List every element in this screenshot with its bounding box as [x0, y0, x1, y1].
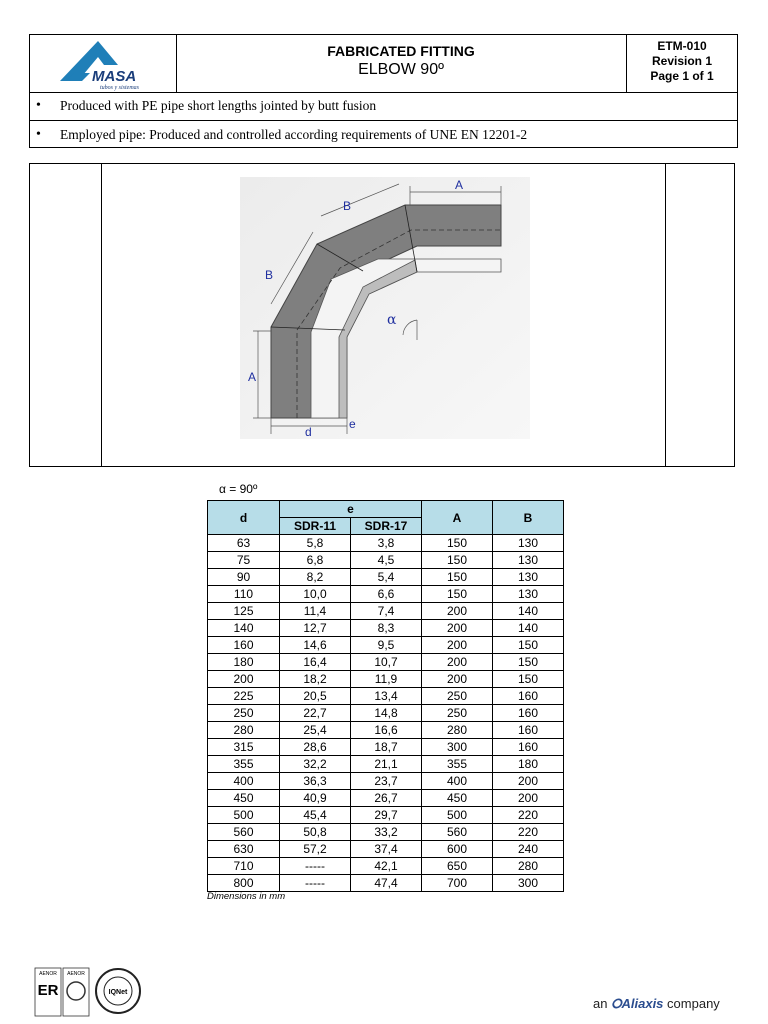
table-cell: 32,2 [280, 756, 351, 773]
table-row [208, 654, 564, 671]
table-cell: 200 [493, 773, 564, 790]
table-row [208, 841, 564, 858]
table-cell: 3,8 [351, 535, 422, 552]
cert-er-mark: ER [37, 982, 59, 999]
table-cell: 140 [493, 603, 564, 620]
table-cell: 150 [422, 552, 493, 569]
company-suffix: company [667, 996, 720, 1011]
table-cell: 250 [208, 705, 280, 722]
table-cell: 11,9 [351, 671, 422, 688]
table-cell: 500 [422, 807, 493, 824]
label-a-top: A [455, 178, 464, 192]
certification-logos [34, 967, 144, 1017]
logo-text: MASA [92, 68, 137, 85]
table-cell: 225 [208, 688, 280, 705]
table-cell: 13,4 [351, 688, 422, 705]
table-cell: 400 [208, 773, 280, 790]
table-cell: 150 [493, 671, 564, 688]
cert-aenor-label: AENOR [67, 971, 85, 977]
table-cell: 200 [422, 671, 493, 688]
logo-subtext: tubos y sistemas [100, 85, 139, 91]
table-cell: 355 [208, 756, 280, 773]
cert-aenor-label: AENOR [39, 971, 57, 977]
table-cell: 21,1 [351, 756, 422, 773]
table-cell: 130 [493, 569, 564, 586]
table-cell: 450 [208, 790, 280, 807]
bullet-item [30, 92, 737, 121]
label-d: d [305, 425, 312, 439]
table-cell: 6,8 [280, 552, 351, 569]
table-cell: 200 [422, 603, 493, 620]
table-cell: 16,4 [280, 654, 351, 671]
table-cell: 130 [493, 535, 564, 552]
table-cell: 110 [208, 586, 280, 603]
table-cell: 6,6 [351, 586, 422, 603]
table-cell: 90 [208, 569, 280, 586]
table-cell: 40,9 [280, 790, 351, 807]
label-a-side: A [248, 370, 257, 384]
table-cell: 200 [422, 654, 493, 671]
table-cell: 160 [493, 739, 564, 756]
table-cell: 150 [493, 654, 564, 671]
table-cell: 315 [208, 739, 280, 756]
table-cell: 560 [422, 824, 493, 841]
table-row [208, 875, 564, 892]
doc-info [626, 35, 738, 92]
table-cell: 710 [208, 858, 280, 875]
table-cell: 16,6 [351, 722, 422, 739]
frame-divider-left [101, 164, 102, 466]
table-cell: 150 [422, 586, 493, 603]
header-b: B [493, 501, 564, 535]
label-b-side: B [265, 268, 274, 282]
table-cell: 8,2 [280, 569, 351, 586]
table-cell: 8,3 [351, 620, 422, 637]
table-cell: 220 [493, 807, 564, 824]
frame-divider-right [665, 164, 666, 466]
table-row [208, 858, 564, 875]
bullet-item [30, 121, 737, 148]
table-cell: 160 [493, 705, 564, 722]
table-row [208, 620, 564, 637]
table-cell: 240 [493, 841, 564, 858]
table-cell: 450 [422, 790, 493, 807]
table-row [208, 756, 564, 773]
table-cell: 800 [208, 875, 280, 892]
table-cell: 50,8 [280, 824, 351, 841]
table-cell: 18,7 [351, 739, 422, 756]
table-row [208, 824, 564, 841]
table-cell: 14,6 [280, 637, 351, 654]
header-sdr11: SDR-11 [280, 518, 351, 535]
table-cell: 9,5 [351, 637, 422, 654]
table-cell: 20,5 [280, 688, 351, 705]
table-cell: 33,2 [351, 824, 422, 841]
header-sdr17: SDR-17 [351, 518, 422, 535]
table-row [208, 739, 564, 756]
doc-code: ETM-010 [657, 39, 707, 53]
table-cell: 700 [422, 875, 493, 892]
doc-revision: Revision 1 [651, 54, 713, 68]
table-cell: 200 [208, 671, 280, 688]
table-cell: 200 [422, 620, 493, 637]
table-cell: 150 [493, 637, 564, 654]
table-cell: 57,2 [280, 841, 351, 858]
table-row [208, 722, 564, 739]
table-row [208, 807, 564, 824]
table-cell: 28,6 [280, 739, 351, 756]
table-cell: 355 [422, 756, 493, 773]
table-cell: 160 [208, 637, 280, 654]
table-cell: 125 [208, 603, 280, 620]
table-cell: 75 [208, 552, 280, 569]
header-e: e [280, 501, 422, 518]
company-prefix: an [593, 996, 608, 1011]
table-cell: 130 [493, 552, 564, 569]
table-cell: 42,1 [351, 858, 422, 875]
cert-iqnet: IQNet [108, 989, 128, 996]
aliaxis-logo-icon: ⭘ [611, 996, 622, 1011]
table-cell: 130 [493, 586, 564, 603]
table-cell: 37,4 [351, 841, 422, 858]
table-cell: 22,7 [280, 705, 351, 722]
label-b-top: B [343, 199, 352, 213]
masa-logo [30, 35, 177, 92]
table-body [208, 535, 564, 892]
table-cell: 7,4 [351, 603, 422, 620]
table-cell: 200 [422, 637, 493, 654]
table-row [208, 637, 564, 654]
doc-page: Page 1 of 1 [650, 69, 714, 83]
table-cell: 560 [208, 824, 280, 841]
company-brand: Aliaxis [621, 996, 664, 1011]
doc-subtitle: ELBOW 90º [358, 61, 444, 78]
table-cell: 200 [493, 790, 564, 807]
header-d: d [208, 501, 280, 535]
table-cell: 160 [493, 688, 564, 705]
table-cell: 18,2 [280, 671, 351, 688]
table-cell: 300 [493, 875, 564, 892]
table-row [208, 671, 564, 688]
table-cell: 14,8 [351, 705, 422, 722]
table-row [208, 705, 564, 722]
table-cell: 4,5 [351, 552, 422, 569]
header-row [30, 35, 737, 93]
label-alpha: α [387, 312, 397, 328]
table-cell: 280 [422, 722, 493, 739]
table-cell: 400 [422, 773, 493, 790]
table-row [208, 552, 564, 569]
table-cell: 63 [208, 535, 280, 552]
table-cell: 47,4 [351, 875, 422, 892]
table-cell: 45,4 [280, 807, 351, 824]
table-cell: 150 [422, 569, 493, 586]
table-cell: 180 [208, 654, 280, 671]
table-cell: 140 [208, 620, 280, 637]
bullet-icon: • [36, 127, 41, 142]
table-cell: 23,7 [351, 773, 422, 790]
label-e: e [349, 417, 356, 431]
table-row [208, 603, 564, 620]
table-cell: 280 [208, 722, 280, 739]
table-cell: 5,8 [280, 535, 351, 552]
table-cell: 500 [208, 807, 280, 824]
table-cell: 26,7 [351, 790, 422, 807]
table-cell: 11,4 [280, 603, 351, 620]
table-cell: 25,4 [280, 722, 351, 739]
table-cell: ----- [280, 858, 351, 875]
table-cell: 600 [422, 841, 493, 858]
masa-logo-graphic [30, 35, 176, 92]
alpha-caption: α = 90º [219, 482, 258, 496]
table-cell: 10,0 [280, 586, 351, 603]
company-tagline [593, 996, 720, 1012]
bullet-icon: • [36, 98, 41, 113]
table-cell: 650 [422, 858, 493, 875]
table-cell: ----- [280, 875, 351, 892]
table-row [208, 790, 564, 807]
table-cell: 140 [493, 620, 564, 637]
table-note: Dimensions in mm [207, 891, 286, 902]
table-row [208, 773, 564, 790]
table-cell: 250 [422, 705, 493, 722]
table-row [208, 586, 564, 603]
table-cell: 160 [493, 722, 564, 739]
document-header [29, 34, 738, 148]
table-cell: 5,4 [351, 569, 422, 586]
dimension-table [207, 500, 564, 892]
table-row [208, 688, 564, 705]
table-cell: 36,3 [280, 773, 351, 790]
table-cell: 220 [493, 824, 564, 841]
header-a: A [422, 501, 493, 535]
title-cell [176, 35, 627, 92]
table-cell: 250 [422, 688, 493, 705]
table-cell: 630 [208, 841, 280, 858]
table-cell: 12,7 [280, 620, 351, 637]
table-row [208, 535, 564, 552]
table-cell: 280 [493, 858, 564, 875]
elbow-diagram [235, 172, 535, 444]
table-cell: 300 [422, 739, 493, 756]
table-cell: 180 [493, 756, 564, 773]
table-cell: 150 [422, 535, 493, 552]
table-cell: 10,7 [351, 654, 422, 671]
table-row [208, 569, 564, 586]
table-cell: 29,7 [351, 807, 422, 824]
doc-title: FABRICATED FITTING [327, 43, 475, 59]
bullet-text: Produced with PE pipe short lengths jointed by butt fusion [60, 98, 377, 113]
bullet-text: Employed pipe: Produced and controlled according requirements of UNE EN 12201-2 [60, 127, 528, 142]
